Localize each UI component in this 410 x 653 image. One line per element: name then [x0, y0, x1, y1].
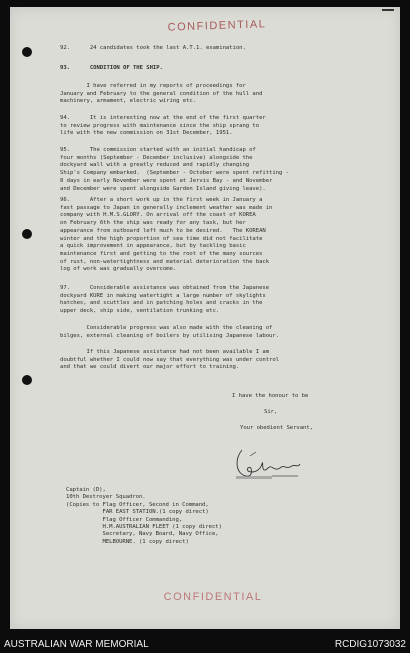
- paragraph-line: 95. The commission started with an initial handicap of: [60, 147, 256, 153]
- corner-mark: [382, 9, 394, 11]
- paragraph-line: hatches, and scuttles and in patching holes and cracks in the: [60, 300, 263, 307]
- paragraph-line: Ship's Company embarked. (September - October were spent refitting -: [60, 170, 289, 177]
- paragraph-line: winter and the high proportion of sea time did not facilitate: [60, 235, 263, 242]
- document-page: [10, 7, 400, 629]
- paragraph-line: January and February to the general condition of the hull and: [60, 90, 263, 97]
- section-heading: 93. CONDITION OF THE SHIP.: [60, 65, 163, 71]
- paragraph-line: bilges, external cleaning of boilers by utilising Japanese labour.: [60, 332, 279, 339]
- paragraph-line: 97. Considerable assistance was obtained from the Japanese: [60, 285, 270, 291]
- paragraph-line: 94. It is interesting now at the end of the first quarter: [60, 115, 266, 121]
- paragraph-line: of rust, non-watertightness and material deterioration the back: [60, 258, 270, 265]
- paragraph-line: to review progress with maintenance since the ship sprang to: [60, 122, 260, 129]
- paragraph-line: dockyard KURE in making watertight a large number of skylights: [60, 292, 266, 299]
- paragraph-line: company with H.M.S.GLORY. On arrival off the coast of KOREA: [60, 212, 256, 219]
- addressee-line: MELBOURNE. (1 copy direct): [66, 538, 189, 545]
- punch-hole: [22, 229, 32, 239]
- addressee-line: FAR EAST STATION.(1 copy direct): [66, 509, 209, 516]
- punch-hole: [22, 47, 32, 57]
- paragraph-line: and December were spent alongside Garden Island giving leave).: [60, 185, 266, 192]
- paragraph-line: upper deck, ship side, ventilation trunking etc.: [60, 308, 220, 315]
- addressee-line: Flag Officer Commanding,: [66, 516, 183, 523]
- punch-hole: [22, 375, 32, 385]
- closing-sir: Sir,: [264, 409, 278, 415]
- paragraph-line: 8 days in early November were spent at Jervis Bay - and November: [60, 177, 273, 184]
- paragraph-line: machinery, armament, electric wiring etc.: [60, 98, 197, 105]
- paragraph-line: doubtful whether I could now say that everything was under control: [60, 356, 279, 363]
- addressee-line: 10th Destroyer Squadron.: [66, 494, 146, 501]
- footer-source: AUSTRALIAN WAR MEMORIAL: [4, 639, 149, 650]
- paragraph-line: Considerable progress was also made with the cleaning of: [60, 325, 273, 331]
- paragraph-line: 92. 24 candidates took the last A.T.1. examination.: [60, 45, 246, 51]
- paragraph-line: dockyard wall with a greatly reduced and rapidly changing: [60, 162, 250, 169]
- footer-id: RCDIG1073032: [334, 639, 406, 650]
- paragraph-line: appearance from outboard left much to be desired. The KOREAN: [60, 227, 266, 234]
- paragraph-line: fast passage to Japan in generally inclement weather was made in: [60, 204, 273, 211]
- paragraph-line: 96. After a short work up in the first week in January a: [60, 197, 263, 203]
- paragraph-line: life with the new commission on 31st December, 1951.: [60, 130, 233, 137]
- archive-footer: [0, 636, 410, 653]
- signature: [232, 446, 302, 482]
- paragraph-line: and that we could divert our major effort to training.: [60, 364, 240, 371]
- confidential-stamp-bottom: CONFIDENTIAL: [163, 591, 263, 603]
- paragraph-line: I have referred in my reports of proceedings for: [60, 83, 246, 89]
- addressee-line: (Copies to Flag Officer, Second in Command,: [66, 501, 209, 508]
- addressee-line: Captain (D),: [66, 487, 106, 493]
- paragraph-line: maintenance first and getting to the root of the many sources: [60, 250, 263, 257]
- closing-servant: Your obedient Servant,: [240, 425, 313, 431]
- confidential-stamp-top: CONFIDENTIAL: [167, 18, 267, 34]
- addressee-line: H.M.AUSTRALIAN FLEET (1 copy direct): [66, 524, 222, 530]
- paragraph-line: four months (September - December inclusive) alongside the: [60, 154, 253, 161]
- paragraph-line: log of work was gradually overcome.: [60, 266, 177, 273]
- addressee-line: Secretary, Navy Board, Navy Office,: [66, 531, 219, 538]
- paragraph-line: on February 6th the ship was ready for any task, but her: [60, 220, 246, 227]
- paragraph-line: If this Japanese assistance had not been available I am: [60, 349, 270, 355]
- paragraph-line: a quick improvement in appearance, but by tackling basic: [60, 243, 246, 250]
- closing-honour: I have the honour to be: [232, 393, 309, 399]
